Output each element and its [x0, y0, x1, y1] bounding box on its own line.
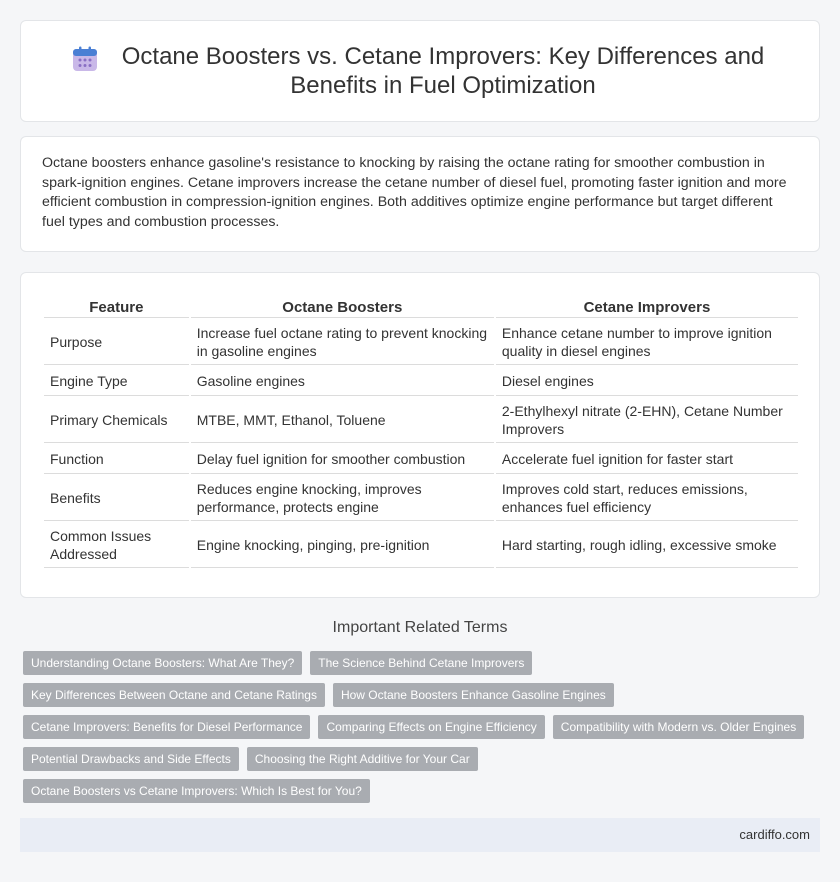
table-cell: Diesel engines: [496, 365, 798, 396]
header-cetane-improvers: Cetane Improvers: [496, 296, 798, 318]
related-term-link[interactable]: The Science Behind Cetane Improvers: [310, 651, 532, 675]
page-title: Octane Boosters vs. Cetane Improvers: Key Differences and Benefits in Fuel Optimization: [121, 43, 765, 99]
table-cell: Purpose: [44, 318, 189, 365]
related-term-link[interactable]: Choosing the Right Additive for Your Car: [247, 747, 478, 771]
related-term-link[interactable]: Key Differences Between Octane and Cetane Ratings: [23, 683, 325, 707]
related-term-link[interactable]: Compatibility with Modern vs. Older Engines: [553, 715, 804, 739]
table-header-row: [44, 296, 798, 318]
table-cell: Primary Chemicals: [44, 396, 189, 443]
table-row: [44, 443, 798, 474]
table-cell: Gasoline engines: [191, 365, 494, 396]
table-cell: Accelerate fuel ignition for faster start: [496, 443, 798, 474]
table-cell: Increase fuel octane rating to prevent knocking in gasoline engines: [191, 318, 494, 365]
table-row: [44, 318, 798, 365]
table-cell: 2-Ethylhexyl nitrate (2-EHN), Cetane Number Improvers: [496, 396, 798, 443]
related-term-link[interactable]: Potential Drawbacks and Side Effects: [23, 747, 239, 771]
related-term-link[interactable]: Cetane Improvers: Benefits for Diesel Performance: [23, 715, 310, 739]
table-row: [44, 474, 798, 521]
table-row: [44, 521, 798, 568]
header-octane-boosters: Octane Boosters: [191, 296, 494, 318]
related-term-link[interactable]: Understanding Octane Boosters: What Are They?: [23, 651, 302, 675]
table-cell: Benefits: [44, 474, 189, 521]
comparison-table-card: [20, 272, 820, 598]
related-term-link[interactable]: Comparing Effects on Engine Efficiency: [318, 715, 544, 739]
footer: [20, 818, 820, 852]
table-cell: Hard starting, rough idling, excessive smoke: [496, 521, 798, 568]
table-cell: Function: [44, 443, 189, 474]
table-row: [44, 365, 798, 396]
table-row: [44, 396, 798, 443]
table-cell: Engine knocking, pinging, pre-ignition: [191, 521, 494, 568]
header-feature: Feature: [44, 296, 189, 318]
comparison-table: [42, 296, 800, 568]
calendar-icon: [72, 46, 98, 72]
table-cell: Common Issues Addressed: [44, 521, 189, 568]
related-terms-list: [23, 651, 823, 811]
table-cell: Delay fuel ignition for smoother combustion: [191, 443, 494, 474]
table-cell: MTBE, MMT, Ethanol, Toluene: [191, 396, 494, 443]
related-term-link[interactable]: Octane Boosters vs Cetane Improvers: Which Is Best for You?: [23, 779, 370, 803]
table-cell: Improves cold start, reduces emissions, enhances fuel efficiency: [496, 474, 798, 521]
related-terms-title: Important Related Terms: [332, 619, 508, 636]
table-cell: Enhance cetane number to improve ignition quality in diesel engines: [496, 318, 798, 365]
related-term-link[interactable]: How Octane Boosters Enhance Gasoline Engines: [333, 683, 614, 707]
intro-text: Octane boosters enhance gasoline's resistance to knocking by raising the octane rating for smoother combustion in spark-ignition engines. Cetane improvers increase the cetane number of diesel fuel, promoting faster ignition and more efficient combustion in compression-ignition engines. Both additives optimize engine performance but target different fuel types and combustion processes.: [42, 155, 787, 230]
header-card: [20, 20, 820, 122]
footer-site-link[interactable]: cardiffo.com: [739, 827, 810, 842]
table-cell: Engine Type: [44, 365, 189, 396]
table-cell: Reduces engine knocking, improves performance, protects engine: [191, 474, 494, 521]
intro-card: [20, 136, 820, 252]
